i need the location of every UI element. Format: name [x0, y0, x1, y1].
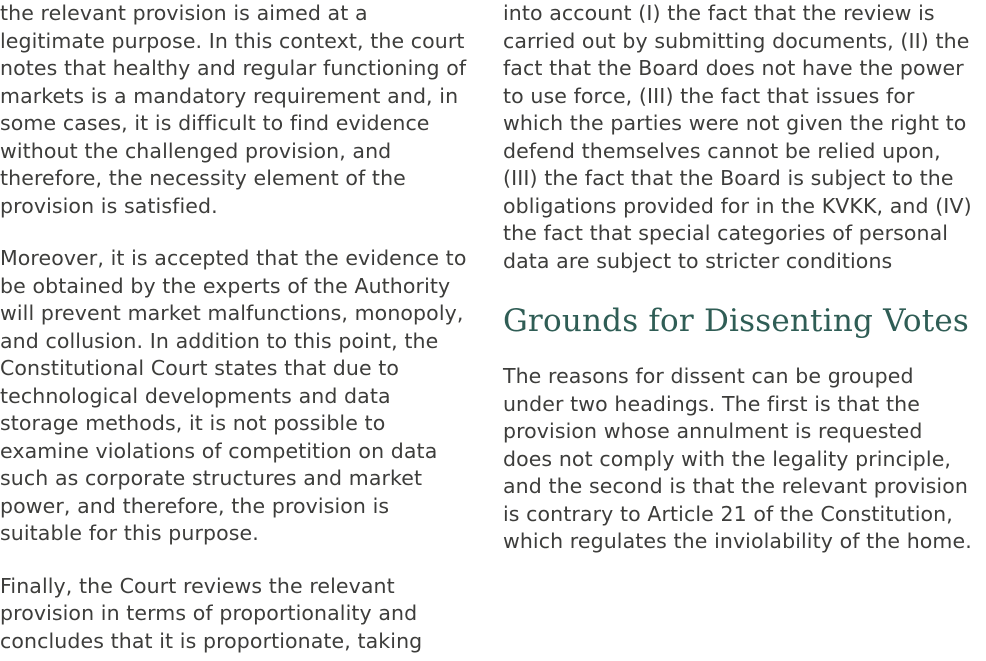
- section-heading: Grounds for Dissenting Votes: [502, 303, 970, 339]
- paragraph: Moreover, it is accepted that the evidence to be obtained by the experts of the Authority will prevent market malfunctions, monopoly, and collusion. In addition to this point, the Constitutional Court states that due to technological developments and data storage methods, it is not possible to examine violations of competition on data such as corporate structures and market power, and therefore, the provision is suitable for this purpose.: [0, 246, 467, 545]
- right-column: [503, 0, 976, 661]
- paragraph: The reasons for dissent can be grouped under two headings. The first is that the provision whose annulment is requested does not comply with the legality principle, and the second is that the relevant provision is contrary to Article 21 of the Constitution, which regulates the inviolability of the home.: [502, 364, 972, 553]
- left-column: [0, 0, 475, 661]
- paragraph: the relevant provision is aimed at a legitimate purpose. In this context, the court notes that healthy and regular functioning of markets is a mandatory requirement and, in some cases, it is difficult to find evidence without the challenged provision, and therefore, the necessity element of the provision is satisfied.: [0, 1, 467, 218]
- paragraph: Finally, the Court reviews the relevant provision in terms of proportionality and concludes that it is proportionate, taking: [0, 573, 423, 653]
- continuation-paragraph: into account (I) the fact that the review is carried out by submitting documents, (II) the fact that the Board does not have the power to use force, (III) the fact that issues for which the parties were not given the right to defend themselves cannot be relied upon, (III) the fact that the Board is subject to the obligations provided for in the KVKK, and (IV) the fact that special categories of personal data are subject to stricter conditions: [502, 1, 972, 273]
